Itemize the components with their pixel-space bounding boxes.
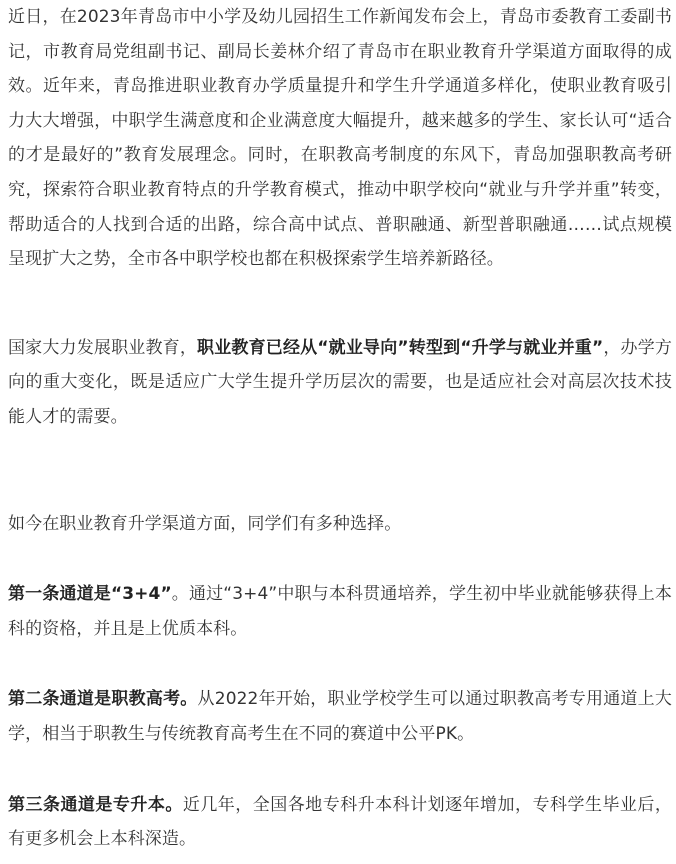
paragraph-policy [8,331,672,435]
paragraph-intro: 近日，在2023年青岛市中小学及幼儿园招生工作新闻发布会上，青岛市委教育工委副书记，市教育局党组副书记、副局长姜林介绍了青岛市在职业教育升学渠道方面取得的成效。近年来，青岛推进职业教育办学质量提升和学生升学通道多样化，使职业教育吸引力大大增强，中职学生满意度和企业满意度大幅提升，越来越多的学生、家长认可“适合的才是最好的”教育发展理念。同时，在职教高考制度的东风下，青岛加强职教高考研究，探索符合职业教育特点的升学教育模式，推动中职学校向“就业与升学并重”转变，帮助适合的人找到合适的出路，综合高中试点、普职融通、新型普职融通……试点规模呈现扩大之势，全市各中职学校也都在积极探索学生培养新路径。 [8,7,672,270]
paragraph-spacer [8,541,672,577]
paragraph-policy-lead: 国家大力发展职业教育， [8,337,198,358]
channel-2-title: 第二条通道是职教高考。 [8,689,198,710]
paragraph-choices: 如今在职业教育升学渠道方面，同学们有多种选择。 [8,513,402,534]
channel-1-text: 。通过“3+4”中职与本科贯通培养，学生初中毕业就能够获得上本科的资格，并且是上优质本科。 [8,584,672,639]
paragraph-policy-highlight: 职业教育已经从“就业导向”转型到“升学与就业并重” [197,337,604,358]
channel-3-title: 第三条通道是专升本。 [8,794,183,815]
paragraph-spacer [8,435,672,507]
article-body [8,0,672,857]
paragraph-spacer [8,646,672,682]
paragraph-spacer [8,277,672,331]
channel-2-text: 从2022年开始，职业学校学生可以通过职教高考专用通道上大学，相当于职教生与传统教育高考生在不同的赛道中公平PK。 [8,689,672,744]
paragraph-channel-2 [8,682,672,751]
paragraph-spacer [8,752,672,788]
paragraph-channel-3 [8,788,672,857]
paragraph-channel-1 [8,577,672,646]
paragraph-policy-tail: ，办学方向的重大变化，既是适应广大学生提升学历层次的需要，也是适应社会对高层次技术技能人才的需要。 [8,337,672,427]
channel-3-text: 近几年，全国各地专科升本科计划逐年增加，专科学生毕业后，有更多机会上本科深造。 [8,794,672,850]
channel-1-title: 第一条通道是“3+4” [8,584,172,605]
